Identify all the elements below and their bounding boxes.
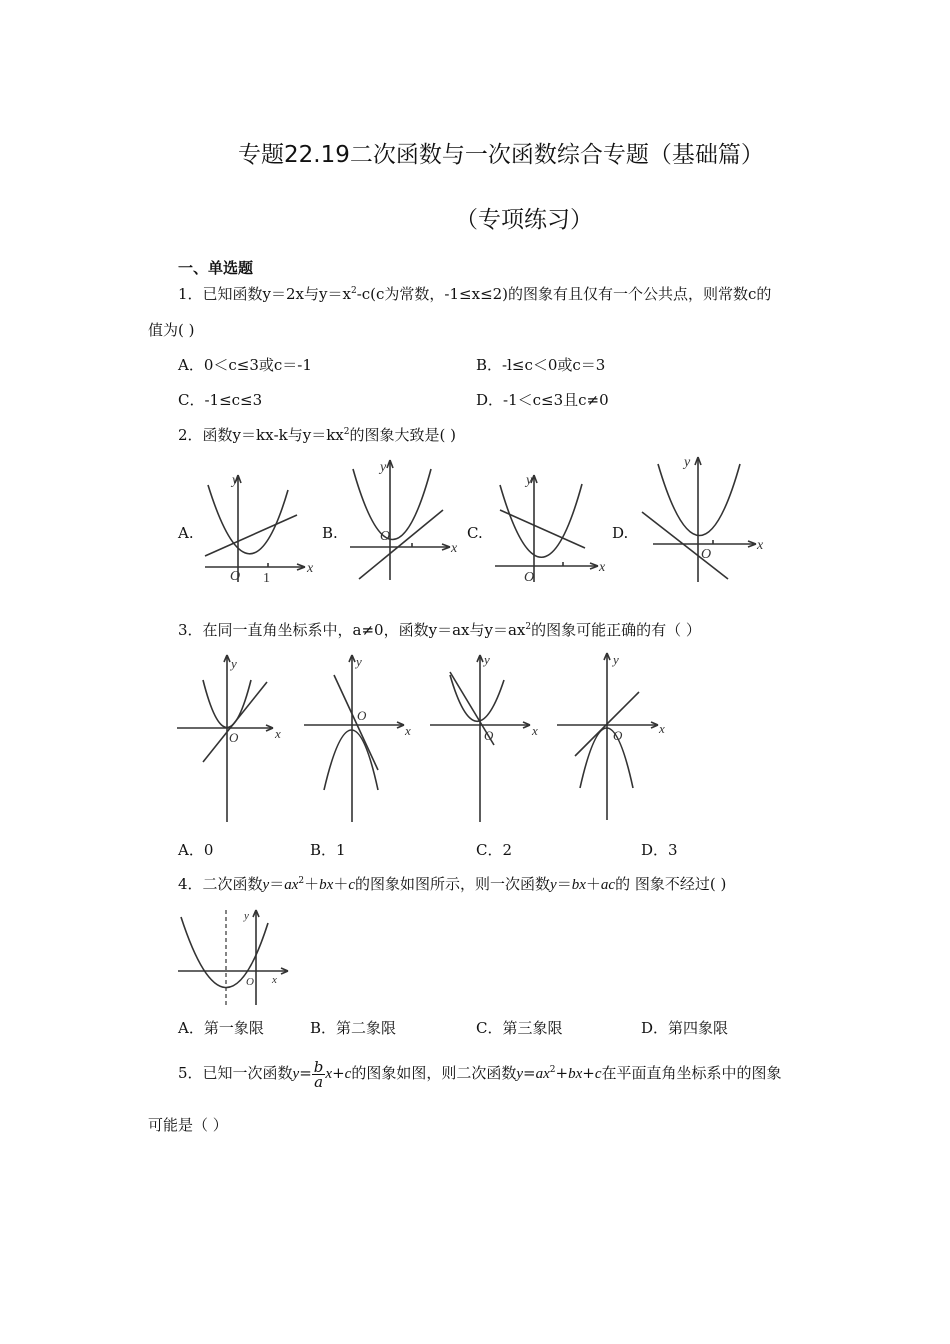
q3g1-y: y	[231, 656, 237, 671]
q5-stem-line2: 可能是（ ）	[148, 1116, 228, 1134]
q3g3-y: y	[484, 652, 490, 667]
q3-graph-3	[428, 650, 543, 825]
q3g4-x: x	[659, 721, 665, 736]
q1-option-b[interactable]: B．‐l≤c＜0或c＝3	[476, 356, 606, 374]
q2a-x-label: x	[307, 561, 314, 576]
q3g1-o: O	[229, 730, 239, 745]
q2-graph-b	[345, 455, 465, 585]
q3g3-o: O	[484, 728, 494, 743]
q2c-origin: O	[524, 570, 535, 585]
q1-stem-line1: 1．已知函数y＝2x与$y=x^2‐c(c$为常数，‐1≤x≤2)的图象有且仅有一个公共点，则常数c的	[178, 285, 772, 303]
q3g1-x: x	[275, 726, 281, 741]
q3g4-y: y	[613, 652, 619, 667]
q2-option-a-label[interactable]: A.	[178, 524, 194, 542]
q3g2-y: y	[356, 654, 362, 669]
q4-option-d[interactable]: D．第四象限	[641, 1019, 729, 1037]
q3g3-x: x	[532, 723, 538, 738]
q1-option-d[interactable]: D．‐1＜c≤3且c≠0	[476, 391, 609, 409]
q2-stem: 2．函数y＝kx‐k与$y=kx^2$的图象大致是( )	[178, 426, 456, 444]
q4-graph	[176, 905, 296, 1010]
q3-option-c[interactable]: C．2	[476, 841, 513, 859]
q2d-origin: O	[701, 547, 712, 562]
q3-stem: 3．在同一直角坐标系中，a≠0，函数y＝ax与$y=ax^2$的图象可能正确的有（ ）	[178, 621, 701, 639]
q4-stem: 4．二次函数$y=ax^2+bx+c$的图象如图所示，则一次函数y＝bx＋ac的 图象不经过( )	[178, 875, 727, 893]
q2a-origin: O	[230, 569, 241, 584]
q3-option-a[interactable]: A．0	[178, 841, 214, 859]
q1-stem-line2: 值为( )	[148, 321, 195, 339]
q2d-x-label: x	[757, 538, 764, 553]
q3g4-o: O	[613, 728, 623, 743]
q2-graph-d	[638, 452, 768, 587]
q4-option-b[interactable]: B．第二象限	[310, 1019, 397, 1037]
page-title: 专题22.19二次函数与一次函数综合专题（基础篇）	[238, 142, 764, 168]
q2d-y-label: y	[684, 455, 691, 470]
q2b-origin: O	[380, 529, 391, 544]
q3g2-x: x	[405, 723, 411, 738]
q2-option-c-label[interactable]: C.	[467, 524, 483, 542]
q2a-y-label: y	[232, 473, 239, 488]
q2a-one: 1	[263, 571, 270, 586]
q3-graph-4	[555, 648, 670, 823]
q3g2-o: O	[357, 708, 367, 723]
q1-option-a[interactable]: A．0＜c≤3或c＝‐1	[178, 356, 312, 374]
q2-option-b-label[interactable]: B.	[322, 524, 338, 542]
q2c-y-label: y	[526, 473, 533, 488]
q2-option-d-label[interactable]: D.	[612, 524, 629, 542]
q2-graph-a	[200, 470, 320, 585]
q2c-x-label: x	[599, 560, 606, 575]
q2b-x-label: x	[451, 541, 458, 556]
q5-stem-line1: 5．已知一次函数y= $\frac{b}{a}$ x+c的图象如图，则二次函数$y=ax^2+bx+c$在平面直角坐标系中的图象	[178, 1057, 782, 1091]
q3-option-b[interactable]: B．1	[310, 841, 346, 859]
page-subtitle: （专项练习）	[455, 207, 593, 233]
q4-x-label: x	[272, 974, 277, 986]
q3-option-d[interactable]: D．3	[641, 841, 678, 859]
q4-origin: O	[246, 976, 254, 988]
q3-graph-1	[175, 650, 290, 825]
q1-option-c[interactable]: C．‐1≤c≤3	[178, 391, 263, 409]
section-heading: 一、单选题	[178, 259, 254, 277]
q4-option-a[interactable]: A．第一象限	[178, 1019, 264, 1037]
q4-option-c[interactable]: C．第三象限	[476, 1019, 563, 1037]
q2-graph-c	[490, 470, 610, 585]
q3-graph-2	[302, 650, 417, 825]
q4-y-label: y	[244, 910, 249, 922]
q2b-y-label: y	[380, 460, 387, 475]
